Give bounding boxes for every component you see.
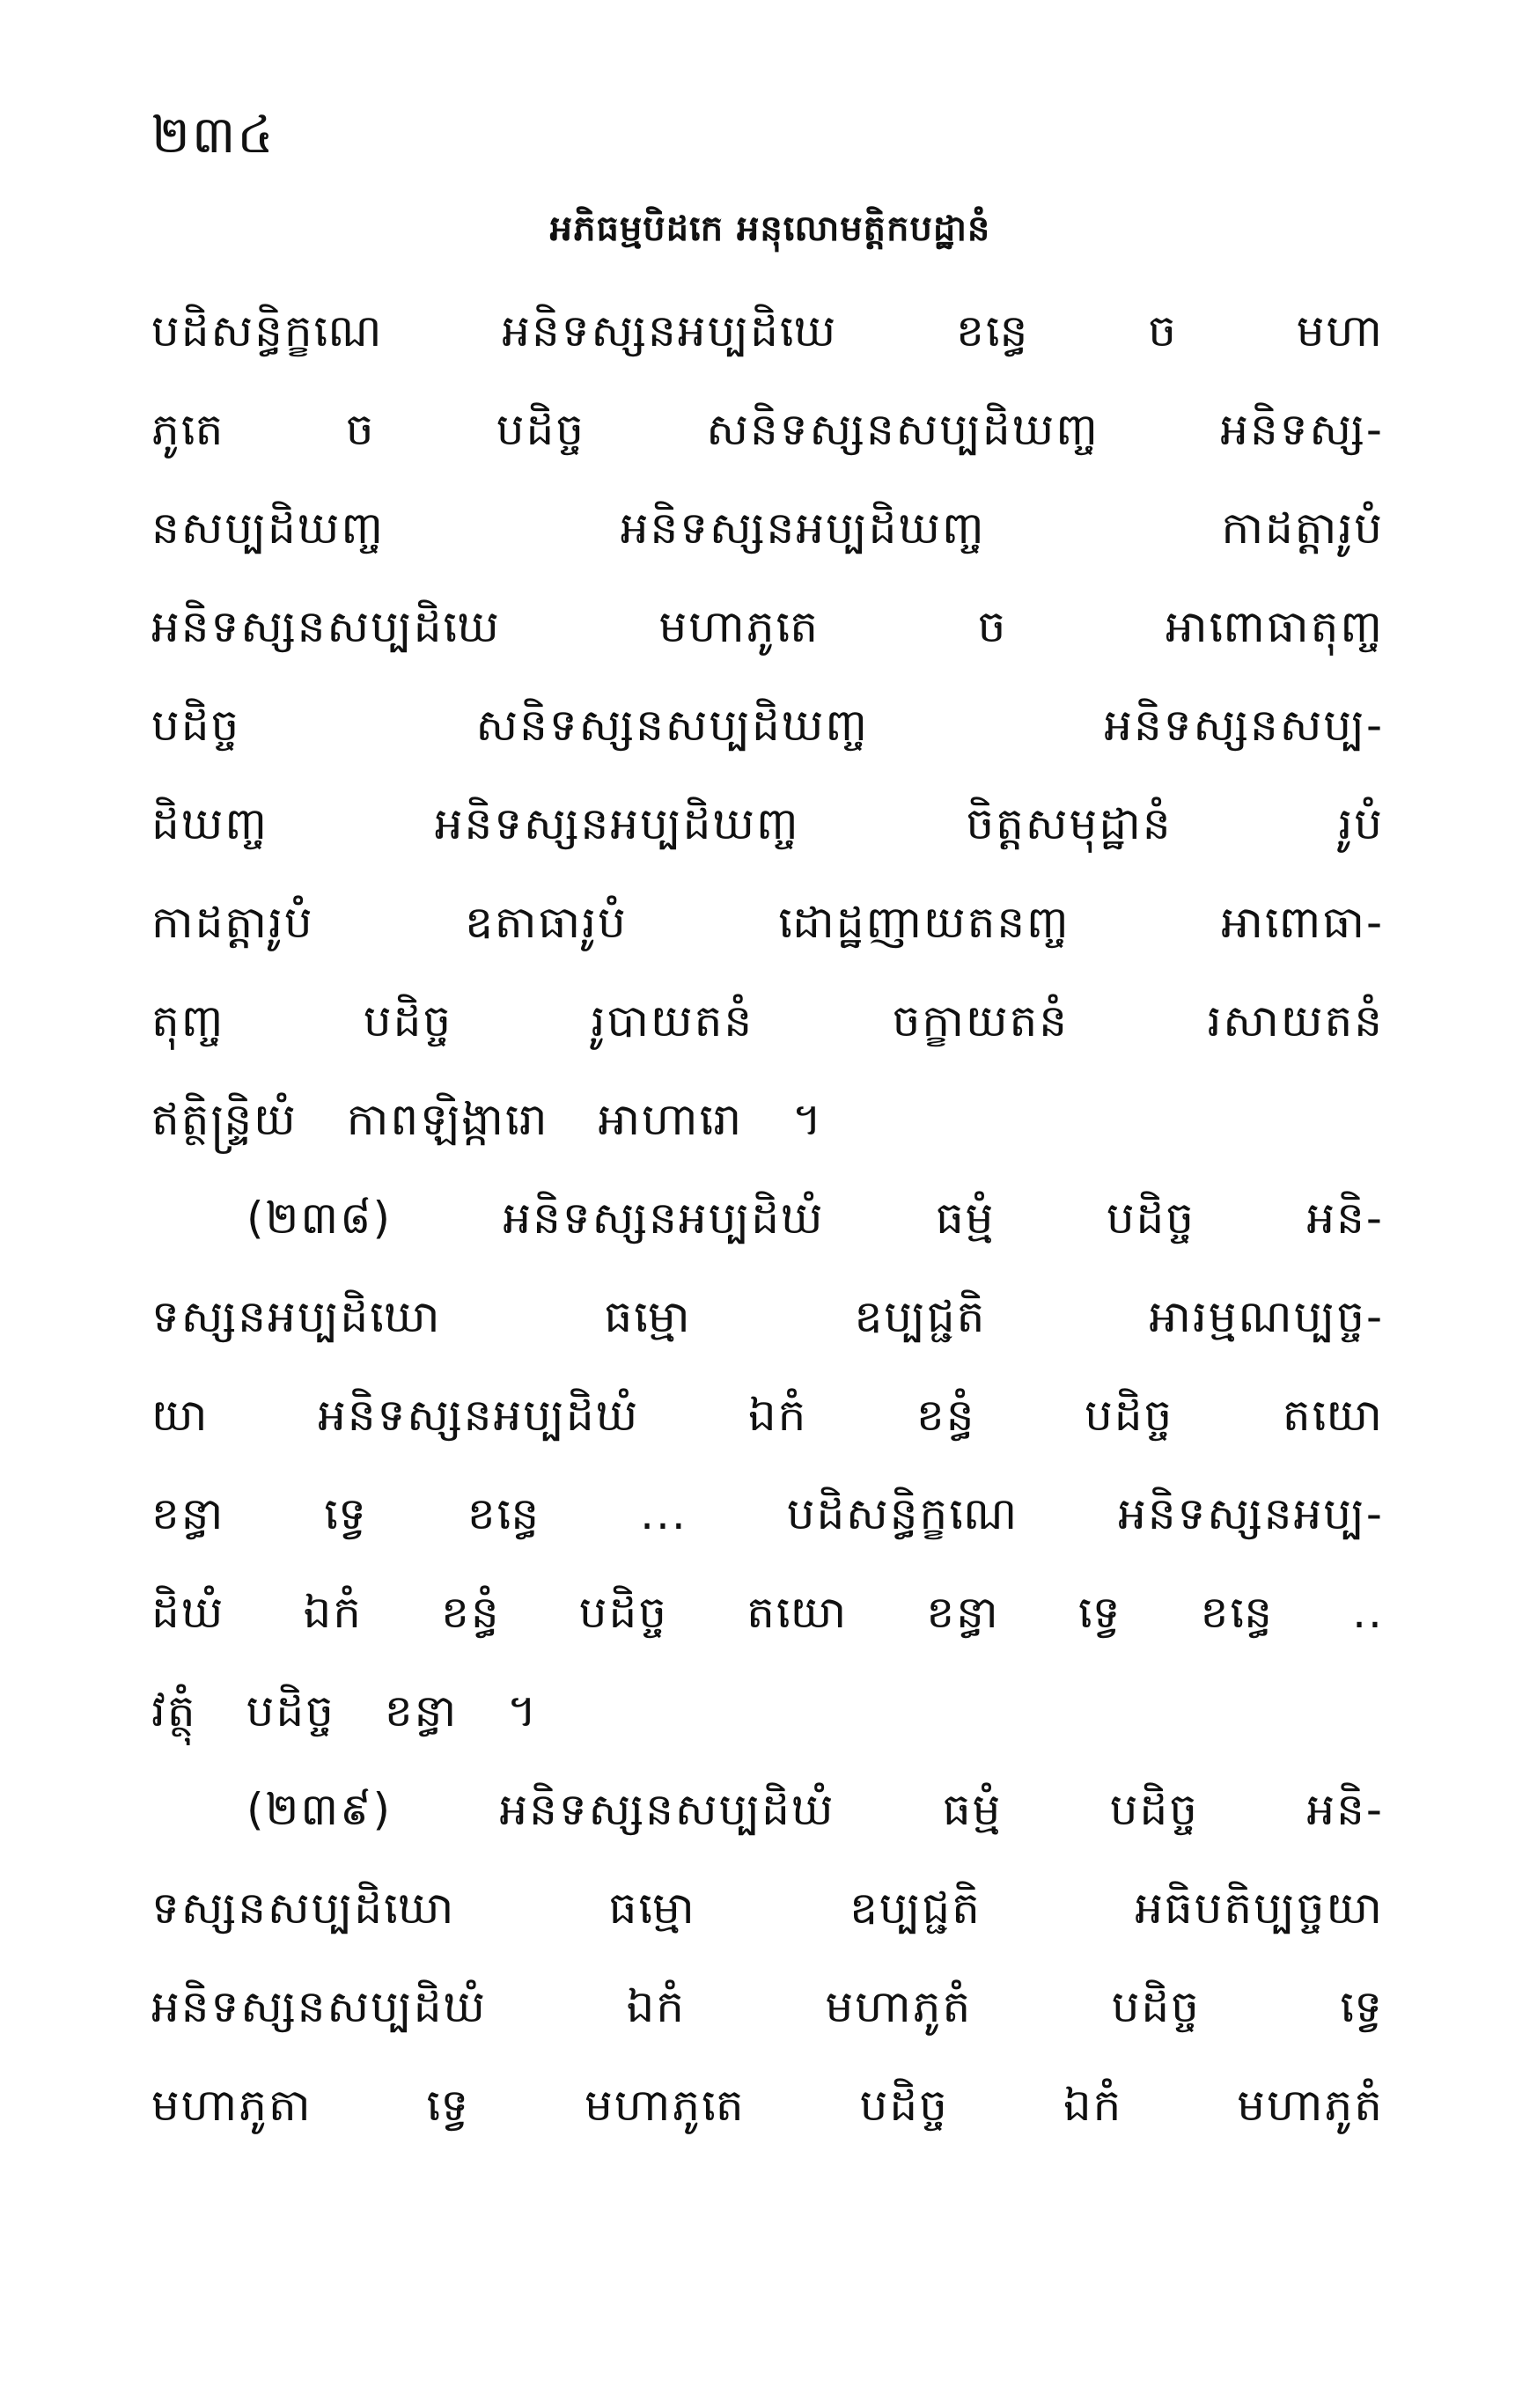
- text-line: [151, 972, 1384, 1070]
- text-word: បដិច្ច: [1106, 1193, 1196, 1244]
- text-word: ឯកំ: [1063, 2080, 1123, 2131]
- text-word: នសប្បដិឃញ្ច: [151, 503, 385, 554]
- text-word: (២៣៨): [246, 1193, 392, 1244]
- text-line: [151, 1760, 1384, 1859]
- text-word: បដិសន្ធិក្ខណេ: [786, 1488, 1019, 1539]
- text-word: ។: [507, 1685, 539, 1736]
- text-word: ច: [977, 601, 1008, 652]
- text-word: ខន្ធេ: [467, 1488, 541, 1539]
- text-word: តយោ: [1282, 1390, 1384, 1441]
- text-line: [151, 676, 1384, 775]
- text-word: អារម្មណប្បច្ច-: [1149, 1291, 1384, 1342]
- text-word: បដិច្ច: [1109, 1784, 1199, 1835]
- text-word: ..: [1352, 1587, 1384, 1638]
- text-word: ទ្វេ: [426, 2080, 471, 2131]
- text-line: [151, 1465, 1384, 1563]
- text-line: [151, 2056, 1384, 2155]
- text-line: [151, 479, 1384, 577]
- text-word: មហាភូតេ: [585, 2080, 746, 2131]
- text-word: ភូតេ: [151, 404, 225, 455]
- text-line: [151, 380, 1384, 479]
- text-word: មហាភូតំ: [1237, 2080, 1384, 2131]
- text-word: ទ្វេ: [1077, 1587, 1122, 1638]
- text-word: បដិច្ច: [859, 2080, 949, 2131]
- text-word: ។: [792, 1094, 824, 1145]
- text-word: ខន្ធា: [384, 1685, 459, 1736]
- text-word: វត្ថុំ: [151, 1685, 197, 1736]
- text-word: បដិច្ច: [1111, 1981, 1201, 2032]
- text-word: ខន្ធេ: [1200, 1587, 1274, 1638]
- text-word: ខន្ធំ: [441, 1587, 501, 1638]
- text-word: អនិទស្សនអប្បដិឃញ្ច: [434, 798, 800, 849]
- text-word: ឯកំ: [626, 1981, 687, 2032]
- text-word: កាដត្តារូបំ: [151, 897, 314, 948]
- text-line: [151, 1957, 1384, 2056]
- text-line: [151, 1070, 1384, 1169]
- text-word: ខន្ធេ: [956, 305, 1030, 356]
- text-word: បដិច្ច: [151, 700, 241, 751]
- text-word: កាដត្តារូបំ: [1221, 503, 1384, 554]
- text-word: ...: [640, 1488, 688, 1539]
- text-word: ខន្ធំ: [916, 1390, 976, 1441]
- text-word: ចិត្តសមុដ្ឋានំ: [966, 798, 1173, 849]
- text-word: អនិទស្សនអប្បដិឃំ: [503, 1193, 825, 1244]
- text-word: អនិទស្សនអប្បដិឃំ: [318, 1390, 640, 1441]
- text-word: ដិឃញ្ច: [151, 798, 268, 849]
- text-word: ដោដ្ឋញាយតនញ្ច: [778, 897, 1070, 948]
- text-word: រូបាយតនំ: [591, 995, 754, 1046]
- text-word: បដិច្ច: [363, 995, 453, 1046]
- text-word: បដិច្ច: [1085, 1390, 1174, 1441]
- text-word: យា: [151, 1390, 210, 1441]
- text-line: [151, 1267, 1384, 1366]
- text-word: តយោ: [746, 1587, 849, 1638]
- text-word: ឯកំ: [747, 1390, 808, 1441]
- text-word: ឧតាធារូបំ: [465, 897, 628, 948]
- text-word: អនិ-: [1306, 1193, 1384, 1244]
- text-word: អនិទស្សនអប្បដិឃេ: [502, 305, 838, 356]
- text-word: មហាភូតំ: [825, 1981, 973, 2032]
- text-word: អនិទស្សនសប្បដិឃំ: [499, 1784, 835, 1835]
- text-word: សនិទស្សនសប្បដិឃញ្ច: [475, 700, 869, 751]
- text-word: (២៣៩): [246, 1784, 392, 1835]
- text-word: ធម្មោ: [604, 1291, 692, 1342]
- text-word: អនិទស្សនសប្បដិឃំ: [151, 1981, 488, 2032]
- text-word: បដិច្ច: [578, 1587, 668, 1638]
- text-word: ដិឃំ: [151, 1587, 225, 1638]
- text-line: [151, 1662, 1384, 1760]
- text-word: បដិច្ច: [496, 404, 586, 455]
- text-word: បដិសន្ធិក្ខណេ: [151, 305, 384, 356]
- text-word: មហាភូតេ: [658, 601, 820, 652]
- text-word: អាពោធា-: [1221, 897, 1384, 948]
- text-word: បដិច្ច: [246, 1685, 335, 1736]
- text-word: អនិទស្សនសប្ប-: [1104, 700, 1384, 751]
- text-line: [151, 1859, 1384, 1957]
- text-word: ច: [1148, 305, 1178, 356]
- text-line: [151, 873, 1384, 972]
- text-line: [151, 775, 1384, 873]
- text-word: អាហារោ: [598, 1094, 744, 1145]
- text-line: [151, 1563, 1384, 1662]
- text-word: រសាយតនំ: [1207, 995, 1384, 1046]
- page-number: ២៣៤: [151, 105, 276, 165]
- text-word: អនិទស្សនអប្ប-: [1118, 1488, 1384, 1539]
- body-text: [151, 282, 1384, 2155]
- text-word: អនិ-: [1306, 1784, 1384, 1835]
- text-word: ធម្មំ: [935, 1193, 996, 1244]
- text-word: អធិបតិប្បច្ចយា: [1135, 1883, 1384, 1934]
- text-word: អនិទស្ស-: [1220, 404, 1384, 455]
- text-word: ច: [345, 404, 376, 455]
- text-word: រូបំ: [1338, 798, 1384, 849]
- text-word: ទ្វេ: [1340, 1981, 1384, 2032]
- text-word: ឧប្បជ្ជតិ: [854, 1291, 987, 1342]
- text-line: [151, 577, 1384, 676]
- text-line: [151, 282, 1384, 380]
- text-word: ឥត្ថិន្ទ្រិយំ: [151, 1094, 298, 1145]
- text-line: [151, 1366, 1384, 1465]
- text-word: មហា: [1296, 305, 1384, 356]
- text-word: ខន្ធា: [151, 1488, 225, 1539]
- running-head: អភិធម្មបិដកេ អនុលោមត្តិកបដ្ឋានំ: [549, 209, 991, 249]
- text-word: ឧប្បជ្ជតិ: [849, 1883, 982, 1934]
- text-word: ឯកំ: [303, 1587, 363, 1638]
- text-word: មហាភូតា: [151, 2080, 313, 2131]
- text-word: សនិទស្សនសប្បដិឃញ្ច: [706, 404, 1099, 455]
- text-word: ទ្វេ: [324, 1488, 368, 1539]
- text-word: អនិទស្សនសប្បដិឃេ: [151, 601, 501, 652]
- text-word: ខន្ធា: [926, 1587, 1000, 1638]
- text-word: តុញ្ច: [151, 995, 225, 1046]
- text-word: ទស្សនសប្បដិឃោ: [151, 1883, 456, 1934]
- text-word: ធម្មំ: [942, 1784, 1003, 1835]
- text-word: ធម្មោ: [608, 1883, 696, 1934]
- text-word: អាពោធាតុញ្ច: [1165, 601, 1384, 652]
- text-word: ទស្សនអប្បដិឃោ: [151, 1291, 442, 1342]
- text-word: អនិទស្សនអប្បដិឃញ្ច: [620, 503, 986, 554]
- text-word: ចក្ខាយតនំ: [892, 995, 1070, 1046]
- text-line: [151, 1169, 1384, 1267]
- text-word: កាពឡិង្ការោ: [346, 1094, 549, 1145]
